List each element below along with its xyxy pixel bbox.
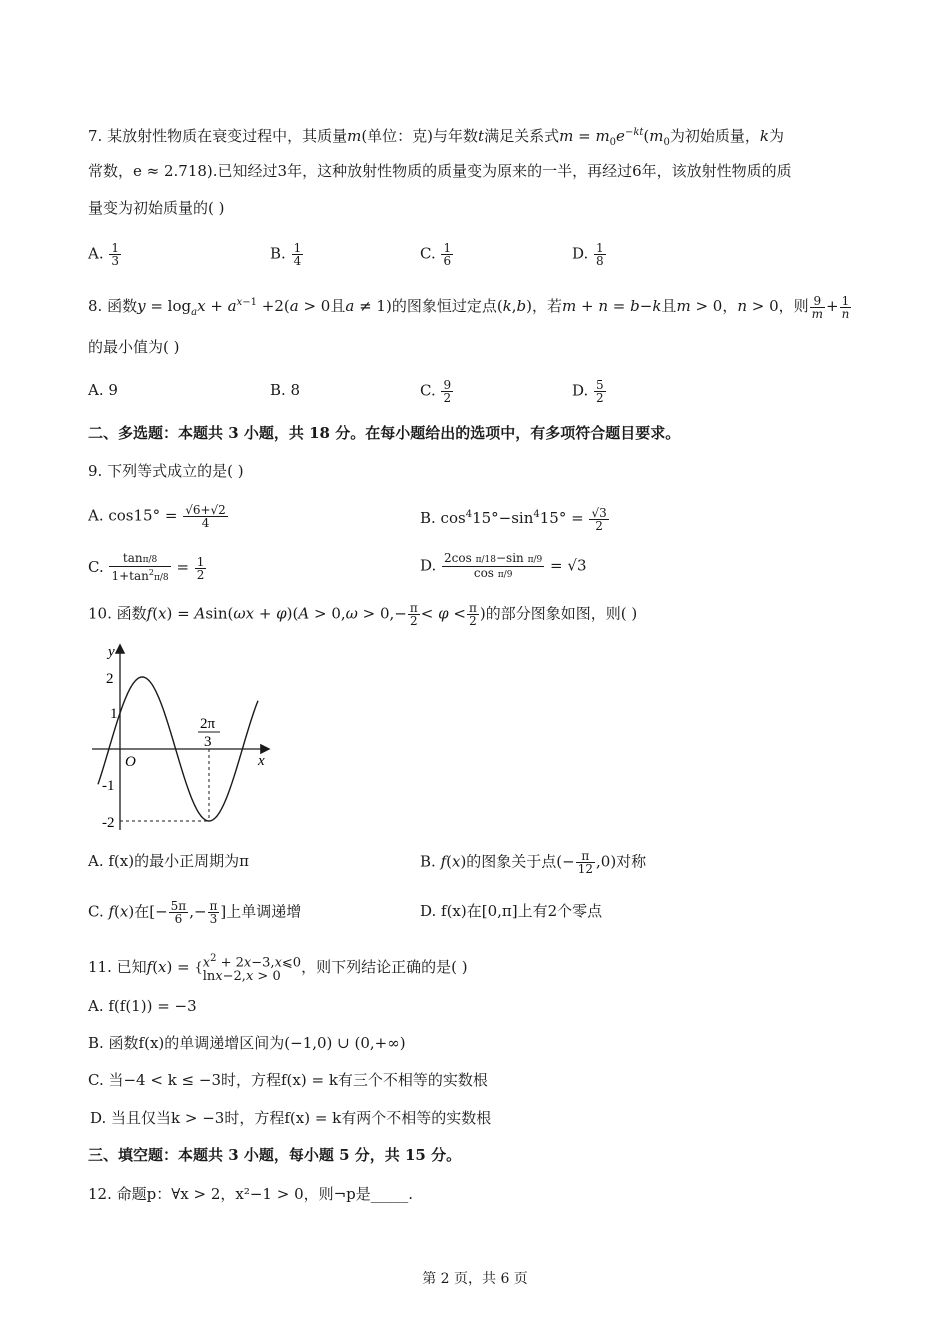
q11-option-d: D. 当且仅当k > −3时，方程f(x) = k有两个不相等的实数根 bbox=[90, 1109, 492, 1127]
q11-option-a: A. f(f(1)) = −3 bbox=[88, 997, 197, 1015]
q8-option-d: D. $\frac{5}{2}$ bbox=[572, 378, 604, 405]
q12-stem: 12. 命题p：∀x > 2，x²−1 > 0，则¬p是_____. bbox=[88, 1185, 414, 1203]
x-axis-label: x bbox=[258, 753, 265, 769]
q9-option-a: A. cos15° = $\frac{√6+√2}{4}$ bbox=[88, 503, 226, 530]
q8-line2: 的最小值为( ) bbox=[88, 338, 180, 356]
y-axis-label: y bbox=[108, 644, 115, 660]
q8-line1: 8. 函数$y = \log_ax + a^{x-1} +2(a > 0$且a ≠ 1)的图象恒过定点(k,b)，若m + n = b−k且m > 0，n > 0，则 $\frac{9}{m}$ + $\frac{1}{n}$ bbox=[88, 293, 850, 321]
section-3-heading: 三、填空题：本题共 3 小题，每小题 5 分，共 15 分。 bbox=[88, 1146, 462, 1164]
q8-option-c: C. $\frac{9}{2}$ bbox=[420, 378, 452, 405]
q9-option-c: C. $\frac{\tan\pi/8}{1+\tan^2\pi/8}$ = $\frac{1}{2}$ bbox=[88, 551, 205, 583]
x-tick-denominator: 3 bbox=[204, 734, 212, 750]
tick-1: 1 bbox=[110, 706, 118, 722]
q7-option-a: A. $\frac{1}{3}$ bbox=[88, 241, 120, 268]
sine-graph bbox=[92, 640, 282, 840]
q7-line1: 7. 某放射性物质在衰变过程中，其质量m(单位：克)与年数t满足关系式$m = m_0e^{-kt}(m_0$为初始质量，k为 bbox=[88, 127, 784, 148]
q9-option-b: B. $\cos^415^\circ-\sin^415^\circ$ = $\frac{√3}{2}$ bbox=[420, 505, 607, 533]
q7-line2: 常数，e ≈ 2.718).已知经过3年，这种放射性物质的质量变为原来的一半，再经过6年，该放射性物质的质 bbox=[88, 162, 792, 180]
origin-label: O bbox=[125, 754, 136, 770]
q11-option-c: C. 当−4 < k ≤ −3时，方程f(x) = k有三个不相等的实数根 bbox=[88, 1071, 488, 1089]
q7-line3: 量变为初始质量的( ) bbox=[88, 199, 225, 217]
tick-2: 2 bbox=[106, 671, 114, 687]
q7-option-b: B. $\frac{1}{4}$ bbox=[270, 241, 302, 268]
tick-minus-2: -2 bbox=[102, 815, 115, 831]
q7-option-d: D. $\frac{1}{8}$ bbox=[572, 241, 604, 268]
q10-stem: 10. 函数f(x) = Asin(ωx + φ)(A > 0,ω > 0,− $\frac{\pi}{2}$ < φ < $\frac{\pi}{2}$ )的部分图象如图，则( ) bbox=[88, 601, 638, 628]
q7-option-c: C. $\frac{1}{6}$ bbox=[420, 241, 452, 268]
x-tick-numerator: 2π bbox=[200, 716, 216, 732]
q9-stem: 9. 下列等式成立的是( ) bbox=[88, 462, 244, 480]
q10-option-b: B. f(x)的图象关于点(− $\frac{\pi}{12}$ ,0)对称 bbox=[420, 849, 647, 876]
q9-option-d: D. $\frac{\text{2cos π/18−sin π/9}}{\text{cos π/9}}$ = √3 bbox=[420, 551, 587, 580]
q8-option-b: B. 8 bbox=[270, 381, 301, 399]
q8-option-a: A. 9 bbox=[88, 381, 118, 399]
q10-option-a: A. f(x)的最小正周期为π bbox=[88, 852, 249, 870]
section-2-heading: 二、多选题：本题共 3 小题，共 18 分。在每小题给出的选项中，有多项符合题目要求。 bbox=[88, 424, 681, 442]
tick-minus-1: -1 bbox=[102, 778, 115, 794]
q11-option-b: B. 函数f(x)的单调递增区间为(−1,0) ∪ (0,+∞) bbox=[88, 1034, 406, 1052]
q10-option-c: C. f(x)在[− $\frac{5\pi}{6}$ ,− $\frac{\pi}{3}$ ]上单调递增 bbox=[88, 899, 302, 926]
page-footer: 第 2 页，共 6 页 bbox=[422, 1271, 528, 1287]
q10-option-d: D. f(x)在[0,π]上有2个零点 bbox=[420, 902, 603, 920]
q11-stem: 11. 已知f(x) = { $x^2$ + 2x−3,x⩽0 lnx−2,x > 0 ，则下列结论正确的是( ) bbox=[88, 953, 468, 985]
